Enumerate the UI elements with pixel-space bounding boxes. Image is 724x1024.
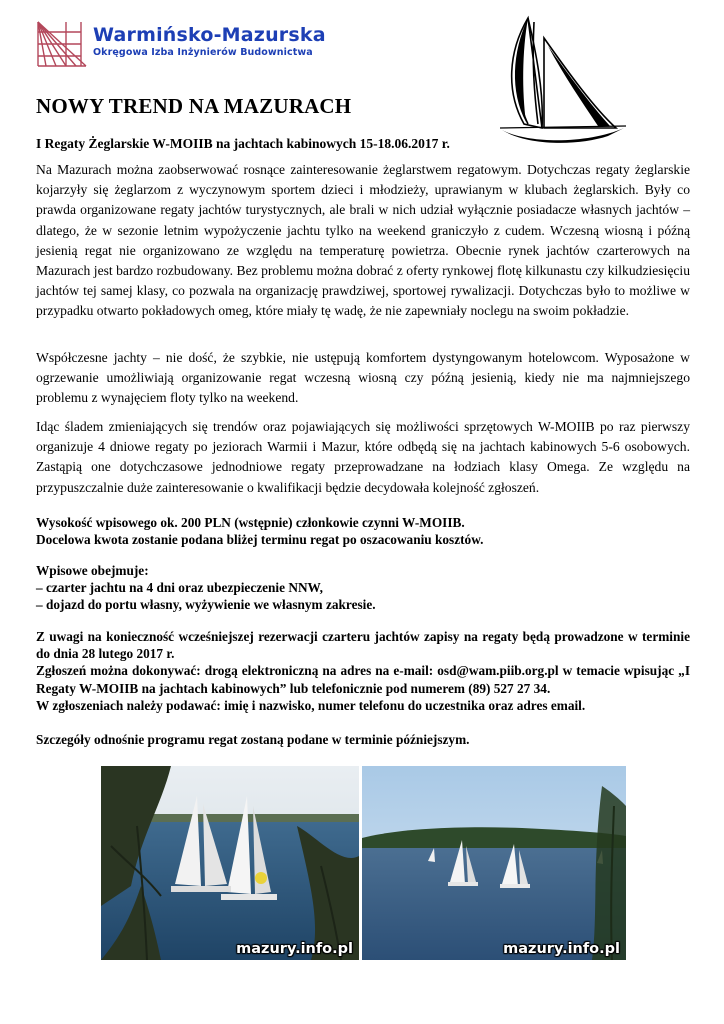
closing-line: Szczegóły odnośnie programu regat zostaną podane w terminie późniejszym.	[36, 732, 470, 747]
registration-contact: Zgłoszeń można dokonywać: drogą elektroniczną na adres na e-mail: osd@wam.piib.org.pl w temacie wpisując „I Regaty W-MOIIB na jachtach kabinowych” lub telefonicznie pod numerem (89) 527 27 34.	[36, 663, 690, 696]
photo-caption: mazury.info.pl	[503, 941, 620, 957]
sailboat-illustration-icon	[498, 12, 628, 148]
registration-details: W zgłoszeniach należy podawać: imię i nazwisko, numer telefonu do uczestnika oraz adres email.	[36, 697, 586, 713]
fee-section	[36, 514, 690, 548]
fee-line: Wysokość wpisowego ok. 200 PLN (wstępnie) członkowie czynni W-MOIIB.	[36, 515, 465, 530]
registration-deadline: Z uwagi na konieczność wcześniejszej rezerwacji czarteru jachtów zapisy na regaty będą prowadzone w terminie do dnia 28 lutego 2017 r.	[36, 629, 690, 662]
paragraph-text: Na Mazurach można zaobserwować rosnące zainteresowanie żeglarstwem regatowym. Dotychczas regaty żeglarskie kojarzyły się żeglarzom z wyczynowym sportem dzieci i młodzieży, uprawianym w klubach żeglarskich. Były co prawda organizowane regaty jachtów turystycznych, ale brali w nich udział wyłącznie posiadacze własnych jachtów – dlatego, że w sezonie letnim wypożyczenie jachtu tylko na weekend graniczyło z cudem. Wczesną wiosną i późną jesienią regat nie organizowano ze względu na temperaturę powietrza. Obecnie rynek jachtów czarterowych na Mazurach jest bardzo rozbudowany. Bez problemu można dobrać z oferty rynkowej flotę kilkunastu czy kilkudziesięciu jachtów tej samej klasy, co pozwala na organizację prawdziwej, sportowej rywalizacji. Dotychczas było to możliwe w przypadku otwarto pokładowych omeg, które miały tę wadę, że nie zapewniały noclegu na swoim pokładzie.	[36, 162, 690, 319]
paragraph-2	[36, 348, 690, 409]
closing-section	[36, 731, 690, 748]
fee-line: Docelowa kwota zostanie podana bliżej terminu regat po oszacowaniu kosztów.	[36, 532, 484, 548]
paragraph-1	[36, 160, 690, 322]
article-title: NOWY TREND NA MAZURACH	[36, 94, 352, 118]
paragraph-text: Współczesne jachty – nie dość, że szybkie, nie ustępują komfortem dystyngowanym hotelowcom. Wyposażone w ogrzewanie umożliwiają organizowanie regat wczesną wiosną czy późną jesienią, kiedy nie ma najmniejszego problemu z wynajęciem floty tylko na weekend.	[36, 350, 690, 406]
includes-item: – dojazd do portu własny, wyżywienie we własnym zakresie.	[36, 597, 376, 613]
paragraph-3	[36, 417, 690, 498]
paragraph-text: Idąc śladem zmieniających się trendów oraz pojawiających się możliwości sprzętowych W-MOIIB po raz pierwszy organizuje 4 dniowe regaty po jeziorach Warmii i Mazur, które odbędą się na jachtach kabinowych 5-6 osobowych. Zastąpią one dotychczasowe jednodniowe regaty przeprowadzane na łodziach klasy Omega. Ze względu na przypuszczalnie duże zainteresowanie o kwalifikacji będzie decydowała kolejność zgłoszeń.	[36, 419, 690, 495]
photo-caption: mazury.info.pl	[236, 941, 353, 957]
photo-lake-regatta	[362, 766, 626, 960]
photo-regatta-closeup	[101, 766, 359, 960]
oiib-logo-icon	[36, 18, 88, 70]
article-subtitle: I Regaty Żeglarskie W-MOIIB na jachtach kabinowych 15-18.06.2017 r.	[36, 136, 450, 151]
includes-item: – czarter jachtu na 4 dni oraz ubezpieczenie NNW,	[36, 580, 323, 596]
includes-section	[36, 562, 690, 614]
includes-heading: Wpisowe obejmuje:	[36, 563, 149, 578]
org-subtitle: Okręgowa Izba Inżynierów Budownictwa	[93, 47, 313, 58]
org-name: Warmińsko-Mazurska	[93, 24, 326, 46]
registration-section	[36, 628, 690, 714]
org-header	[93, 24, 326, 60]
